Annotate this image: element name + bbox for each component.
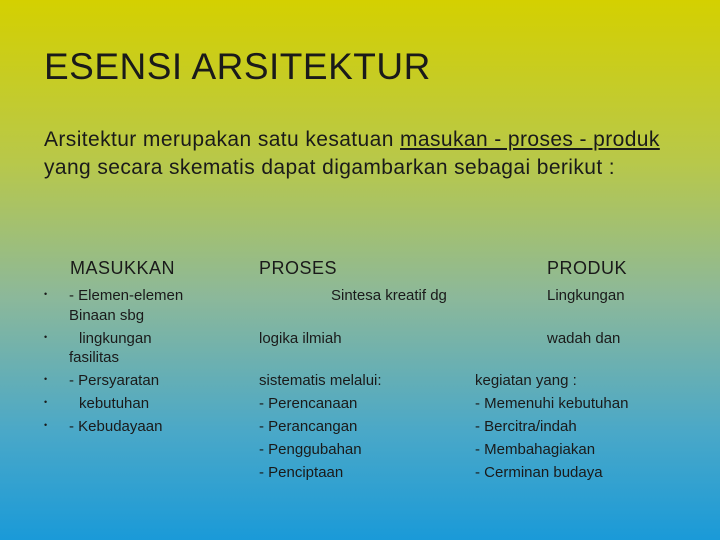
- header-proses: PROSES: [259, 258, 338, 278]
- bullet: •: [44, 289, 48, 299]
- masukkan-item: fasilitas: [69, 349, 120, 366]
- header-masukkan: MASUKKAN: [70, 258, 176, 278]
- produk-item: - Membahagiakan: [475, 441, 596, 458]
- produk-item: wadah dan: [547, 330, 621, 347]
- proses-item: - Perencanaan: [259, 395, 358, 412]
- proses-item: - Perancangan: [259, 418, 358, 435]
- bullet: •: [44, 397, 48, 407]
- proses-item: - Penciptaan: [259, 464, 344, 481]
- produk-item: kegiatan yang :: [475, 372, 577, 389]
- produk-item: - Bercitra/indah: [475, 418, 577, 435]
- masukkan-item: - Persyaratan: [69, 372, 160, 389]
- header-produk: PRODUK: [547, 258, 628, 278]
- masukkan-item: lingkungan: [79, 330, 152, 347]
- proses-item: Sintesa kreatif dg: [331, 287, 447, 304]
- intro-text-2: yang secara skematis dapat digambarkan sebagai berikut :: [44, 156, 616, 179]
- intro-paragraph: [44, 126, 684, 182]
- produk-item: - Memenuhi kebutuhan: [475, 395, 629, 412]
- masukkan-item: - Elemen-elemen: [69, 287, 184, 304]
- bullet: •: [44, 332, 48, 342]
- page-title: ESENSI ARSITEKTUR: [44, 46, 431, 87]
- proses-item: - Penggubahan: [259, 441, 362, 458]
- proses-item: logika ilmiah: [259, 330, 342, 347]
- produk-item: Lingkungan: [547, 287, 625, 304]
- bullet: •: [44, 420, 48, 430]
- masukkan-item: Binaan sbg: [69, 307, 145, 324]
- intro-underlined-text: masukan - proses - produk: [400, 128, 660, 151]
- masukkan-item: kebutuhan: [79, 395, 150, 412]
- masukkan-item: - Kebudayaan: [69, 418, 163, 435]
- proses-item: sistematis melalui:: [259, 372, 382, 389]
- bullet: •: [44, 374, 48, 384]
- intro-text-1: Arsitektur merupakan satu kesatuan: [44, 128, 401, 151]
- produk-item: - Cerminan budaya: [475, 464, 603, 481]
